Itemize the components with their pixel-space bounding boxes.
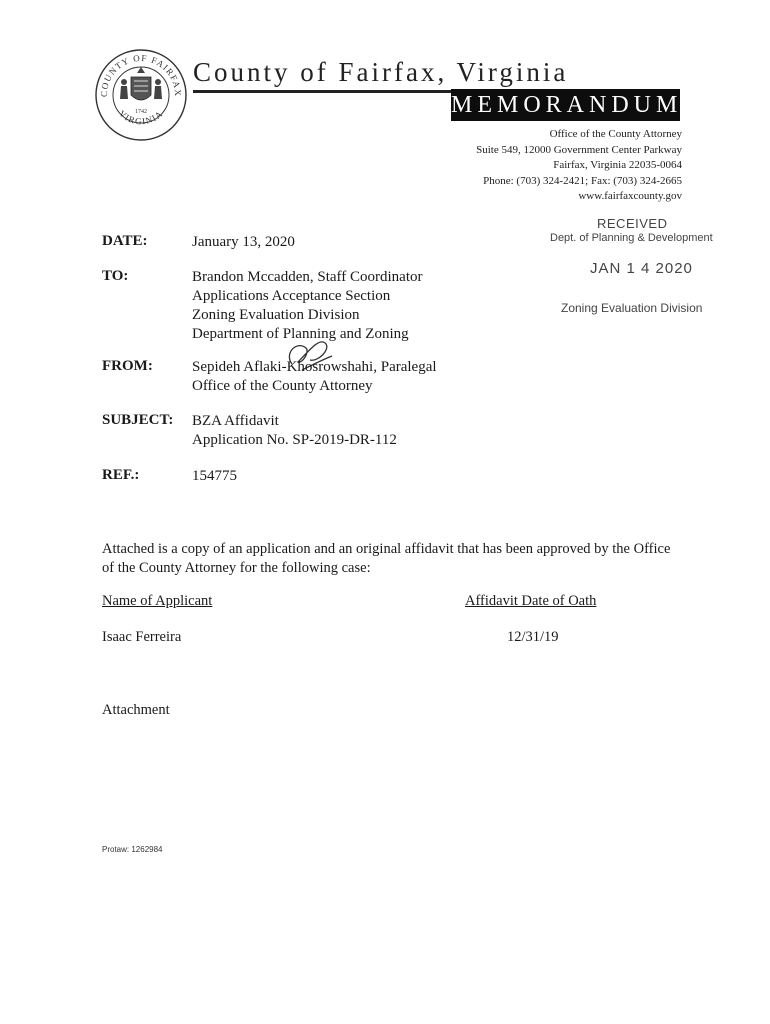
to-line: Department of Planning and Zoning: [192, 326, 409, 342]
applicant-name: Isaac Ferreira: [102, 629, 182, 645]
county-title: County of Fairfax, Virginia: [193, 57, 569, 87]
to-line: Applications Acceptance Section: [192, 288, 391, 304]
to-line: Brandon Mccadden, Staff Coordinator: [192, 269, 423, 285]
subject-line: BZA Affidavit: [192, 413, 279, 429]
office-line: www.fairfaxcounty.gov: [578, 190, 682, 202]
date-label: DATE:: [102, 233, 148, 249]
subject-label: SUBJECT:: [102, 412, 174, 428]
applicant-column-header: Name of Applicant: [102, 593, 213, 609]
from-label: FROM:: [102, 358, 153, 374]
office-line: Fairfax, Virginia 22035-0064: [553, 159, 682, 171]
stamp-division: Zoning Evaluation Division: [561, 301, 703, 315]
oath-date: 12/31/19: [507, 629, 559, 645]
seal-top-text: COUNTY OF FAIRFAX: [98, 52, 184, 98]
county-seal-icon: [93, 47, 189, 143]
from-line: Office of the County Attorney: [192, 378, 373, 394]
ref-value: 154775: [192, 468, 237, 484]
memorandum-banner: MEMORANDUM: [451, 89, 680, 121]
ref-label: REF.:: [102, 467, 140, 483]
stamp-received: RECEIVED: [597, 216, 668, 231]
seal-bottom-text: VIRGINIA: [117, 108, 165, 127]
subject-line: Application No. SP-2019-DR-112: [192, 432, 397, 448]
to-line: Zoning Evaluation Division: [192, 307, 360, 323]
to-label: TO:: [102, 268, 129, 284]
seal-year: 1742: [135, 109, 147, 115]
office-line: Office of the County Attorney: [549, 128, 682, 140]
protaw-number: Protaw: 1262984: [102, 845, 163, 854]
office-address: [476, 127, 682, 205]
stamp-date: JAN 1 4 2020: [590, 260, 693, 277]
attachment-label: Attachment: [102, 702, 170, 718]
from-line: Sepideh Aflaki-Khosrowshahi, Paralegal: [192, 359, 437, 375]
oath-date-column-header: Affidavit Date of Oath: [465, 593, 597, 609]
title-rule: [193, 90, 451, 93]
from-block: [192, 358, 437, 396]
office-line: Phone: (703) 324-2421; Fax: (703) 324-2665: [483, 174, 682, 187]
subject-block: [192, 412, 397, 450]
date-value: January 13, 2020: [192, 234, 295, 250]
office-line: Suite 549, 12000 Government Center Parkway: [476, 143, 682, 156]
stamp-dept: Dept. of Planning & Development: [550, 232, 713, 244]
body-paragraph: Attached is a copy of an application and an original affidavit that has been approved by the Office of the County Attorney for the following case:: [102, 541, 671, 576]
